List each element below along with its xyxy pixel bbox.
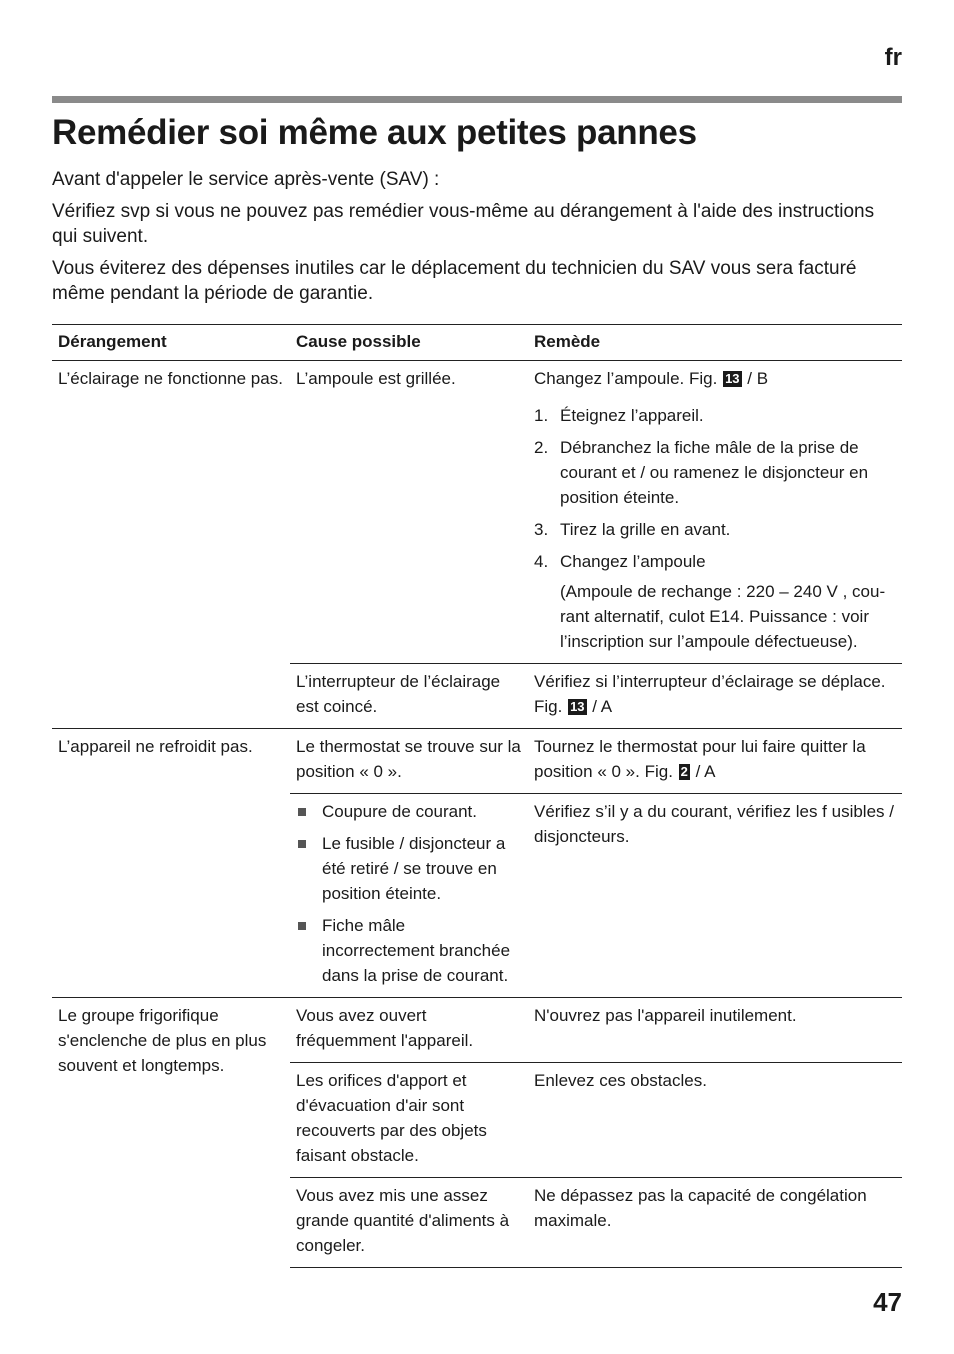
remedy-label: Vérifiez si l’interrupteur d’éclairage se déplace. Fig. xyxy=(534,672,886,716)
fault-cell: L’éclairage ne fonctionne pas. xyxy=(58,369,283,388)
remedy-cell xyxy=(528,664,902,729)
table-row xyxy=(52,998,902,1063)
header-rule xyxy=(52,96,902,103)
figure-reference: 13 xyxy=(725,371,740,386)
remedy-cell: Enlevez ces obstacles. xyxy=(528,1063,902,1178)
figure-reference: 13 xyxy=(570,699,585,714)
intro-paragraph: Vous éviterez des dépenses inutiles car le déplacement du technicien du SAV vous sera facturé même pendant la période de garantie. xyxy=(52,258,857,304)
step-item xyxy=(534,435,896,510)
steps-list xyxy=(534,403,896,574)
list-item xyxy=(296,913,522,988)
column-header-fault: Dérangement xyxy=(52,325,290,361)
table-row xyxy=(52,729,902,794)
column-header-cause: Cause possible xyxy=(290,325,528,361)
cause-cell: L’ampoule est grillée. xyxy=(296,369,456,388)
step-number: 4. xyxy=(534,552,549,571)
step-number: 2. xyxy=(534,438,549,457)
column-header-remedy: Remède xyxy=(528,325,902,361)
figure-reference: 2 xyxy=(680,764,688,779)
step-item xyxy=(534,549,896,574)
step-number: 1. xyxy=(534,406,549,425)
remedy-cell xyxy=(528,361,902,664)
square-bullet-icon xyxy=(298,808,306,816)
remedy-cell xyxy=(528,729,902,794)
step-item xyxy=(534,517,896,542)
cause-cell: L’interrupteur de l’éclairage est coincé. xyxy=(290,664,528,729)
intro-paragraph: Avant d'appeler le service après-vente (SAV) : xyxy=(52,169,440,190)
replacement-note: (Ampoule de rechange : 220 – 240 V , cou-rant alternatif, culot E14. Puissance : voir l’inscription sur l’ampoule défectueuse). xyxy=(560,582,886,651)
remedy-text xyxy=(534,366,896,391)
intro-paragraph: Vérifiez svp si vous ne pouvez pas remédier vous-même au dérangement à l'aide des instructions qui suivent. xyxy=(52,201,875,247)
remedy-label: Changez l’ampoule. Fig. xyxy=(534,369,718,388)
cause-cell: Vous avez ouvert fréquemment l'appareil. xyxy=(290,998,528,1063)
cause-list xyxy=(296,799,522,988)
step-item xyxy=(534,403,896,428)
list-item xyxy=(296,831,522,906)
list-item xyxy=(296,799,522,824)
square-bullet-icon xyxy=(298,840,306,848)
table-header-row xyxy=(52,325,902,361)
square-bullet-icon xyxy=(298,922,306,930)
figure-part: / A xyxy=(587,697,613,716)
remedy-cell: N'ouvrez pas l'appareil inutilement. xyxy=(528,998,902,1063)
remedy-cell: Vérifiez s’il y a du courant, vérifiez les f usibles / disjoncteurs. xyxy=(528,794,902,998)
cause-cell: Vous avez mis une assez grande quantité d'aliments à congeler. xyxy=(290,1178,528,1268)
page-number: 47 xyxy=(873,1287,902,1317)
step-number: 3. xyxy=(534,520,549,539)
step-text: Changez l’ampoule xyxy=(560,552,706,571)
language-tag: fr xyxy=(884,44,902,71)
cause-cell xyxy=(290,794,528,998)
fault-cell: L’appareil ne refroidit pas. xyxy=(52,729,290,998)
cause-text: Fiche mâle incorrectement branchée dans la prise de courant. xyxy=(322,916,511,985)
fault-cell: Le groupe frigorifique s'enclenche de plus en plus souvent et longtemps. xyxy=(52,998,290,1268)
step-text: Éteignez l’appareil. xyxy=(560,406,704,425)
cause-cell: Les orifices d'apport et d'évacuation d'air sont recouverts par des objets faisant obstacle. xyxy=(290,1063,528,1178)
step-text: Tirez la grille en avant. xyxy=(560,520,731,539)
page-title: Remédier soi même aux petites pannes xyxy=(52,113,697,152)
figure-part: / A xyxy=(690,762,716,781)
cause-cell: Le thermostat se trouve sur la position « 0 ». xyxy=(290,729,528,794)
figure-part: / B xyxy=(742,369,769,388)
troubleshooting-table xyxy=(52,324,902,1268)
remedy-cell: Ne dépassez pas la capacité de congélation maximale. xyxy=(528,1178,902,1268)
step-text: Débranchez la fiche mâle de la prise de courant et / ou ramenez le disjoncteur en position éteinte. xyxy=(560,438,869,507)
table-row xyxy=(52,361,902,664)
cause-text: Coupure de courant. xyxy=(322,802,477,821)
cause-text: Le fusible / disjoncteur a été retiré / se trouve en position éteinte. xyxy=(322,834,506,903)
remedy-label: Tournez le thermostat pour lui faire quitter la position « 0 ». Fig. xyxy=(534,737,866,781)
